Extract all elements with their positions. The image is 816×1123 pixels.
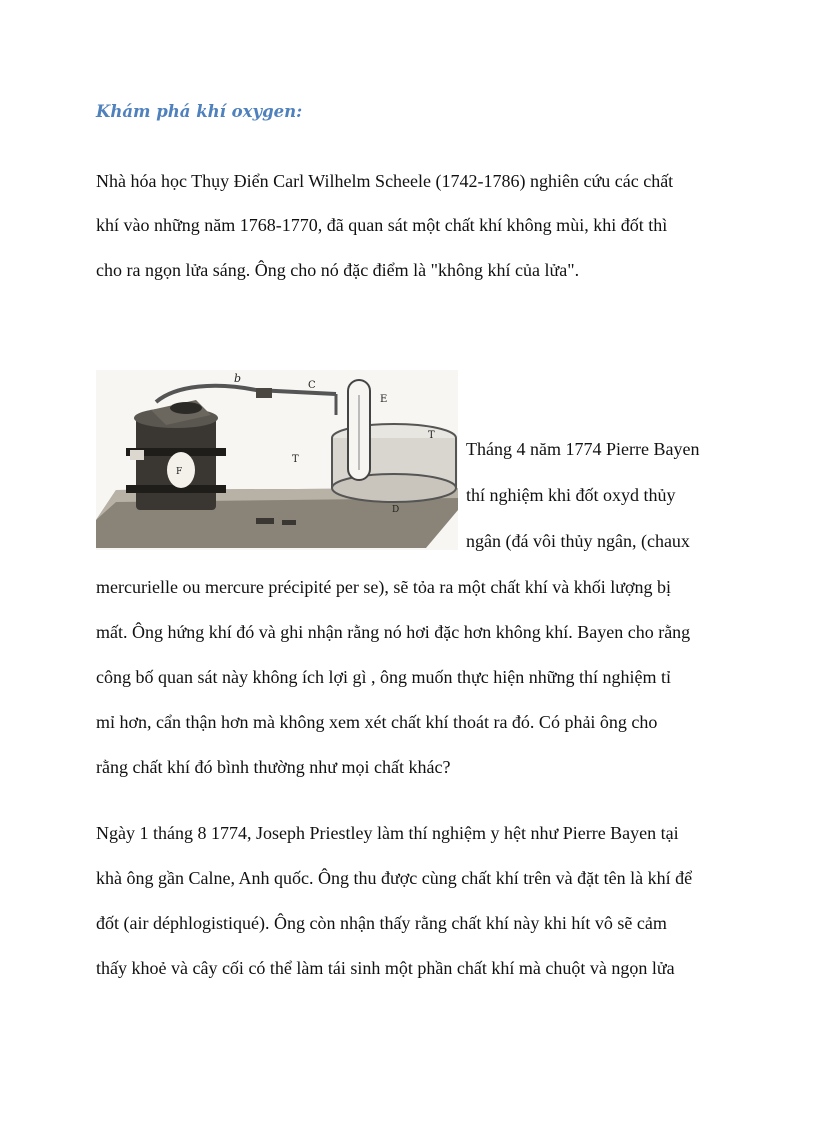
- paragraph-3-line: khà ông gần Calne, Anh quốc. Ông thu được cùng chất khí trên và đặt tên là khí để: [96, 868, 693, 888]
- figure-label: C: [308, 380, 316, 391]
- paragraph-3-line: thấy khoẻ và cây cối có thể làm tái sinh một phần chất khí mà chuột và ngọn lửa: [96, 958, 675, 978]
- paragraph-1-line: Nhà hóa học Thụy Điển Carl Wilhelm Scheele (1742-1786) nghiên cứu các chất: [96, 171, 674, 191]
- figure-label: T: [428, 430, 435, 441]
- figure-label: E: [380, 394, 388, 405]
- figure-label: b: [234, 372, 242, 385]
- paragraph-2-line: mercurielle ou mercure précipité per se), sẽ tỏa ra một chất khí và khối lượng bị: [96, 577, 672, 597]
- apparatus-drawing: [96, 370, 458, 550]
- paragraph-2-line: công bố quan sát này không ích lợi gì , ông muốn thực hiện những thí nghiệm tỉ: [96, 667, 671, 687]
- paragraph-2-line: Tháng 4 năm 1774 Pierre Bayen: [466, 439, 700, 459]
- paragraph-2-line: mỉ hơn, cẩn thận hơn mà không xem xét chất khí thoát ra đó. Có phải ông cho: [96, 712, 658, 732]
- paragraph-1-line: khí vào những năm 1768-1770, đã quan sát một chất khí không mùi, khi đốt thì: [96, 215, 668, 235]
- paragraph-3-line: Ngày 1 tháng 8 1774, Joseph Priestley làm thí nghiệm y hệt như Pierre Bayen tại: [96, 823, 679, 843]
- paragraph-2-line: thí nghiệm khi đốt oxyd thủy: [466, 485, 676, 505]
- figure-label: F: [176, 467, 183, 477]
- paragraph-2-line: ngân (đá vôi thủy ngân, (chaux: [466, 531, 690, 551]
- paragraph-3-line: đốt (air déphlogistiqué). Ông còn nhận thấy rằng chất khí này khi hít vô sẽ cảm: [96, 913, 667, 933]
- experiment-illustration: [96, 370, 458, 550]
- paragraph-2-line: mất. Ông hứng khí đó và ghi nhận rằng nó hơi đặc hơn không khí. Bayen cho rằng: [96, 622, 691, 642]
- figure-label: D: [392, 505, 400, 515]
- section-heading: Khám phá khí oxygen:: [96, 102, 303, 121]
- figure-label: T: [292, 454, 299, 465]
- paragraph-1-line: cho ra ngọn lửa sáng. Ông cho nó đặc điểm là "không khí của lửa".: [96, 260, 580, 280]
- paragraph-2-line: rằng chất khí đó bình thường như mọi chất khác?: [96, 757, 451, 777]
